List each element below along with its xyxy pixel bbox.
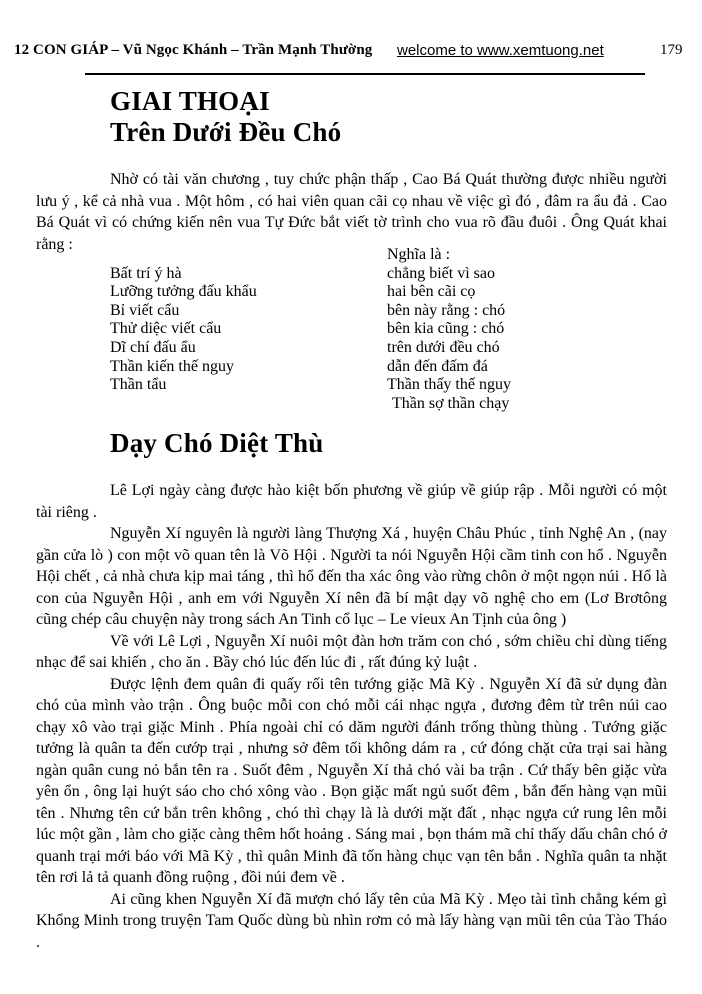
section1-intro bbox=[36, 169, 667, 255]
gloss-header-label: Nghĩa là : bbox=[387, 246, 451, 263]
couplet-meaning: bên này rằng : chó bbox=[387, 301, 506, 319]
paragraph: Lê Lợi ngày càng được hào kiệt bốn phương về giúp về giúp rập . Mỗi người có một tài riêng . bbox=[36, 482, 667, 521]
couplet-row bbox=[110, 339, 667, 358]
couplet-original: Bất trí ý hà bbox=[110, 264, 182, 282]
couplet-row bbox=[110, 302, 667, 321]
couplet-original: Bỉ viết cẩu bbox=[110, 301, 180, 319]
couplet-original: Lưỡng tưởng đấu khẩu bbox=[110, 283, 257, 301]
couplet-original: Thử diệc viết cẩu bbox=[110, 320, 222, 338]
gloss-header-row bbox=[110, 246, 667, 265]
couplet-original bbox=[110, 395, 387, 414]
couplet-row bbox=[110, 265, 667, 284]
couplet-meaning: dẫn đến đấm đá bbox=[387, 357, 488, 375]
book-title: 12 CON GIÁP – Vũ Ngọc Khánh – Trần Mạnh Thường bbox=[14, 42, 373, 58]
section1-heading-line1: GIAI THOẠI bbox=[110, 86, 270, 116]
couplet-meaning: trên dưới đều chó bbox=[387, 338, 500, 356]
section2-body bbox=[36, 480, 667, 953]
page-number: 179 bbox=[660, 42, 683, 58]
couplet-original: Dĩ chí đấu ẩu bbox=[110, 338, 196, 356]
section1-heading bbox=[110, 86, 702, 148]
couplet-meaning: bên kia cũng : chó bbox=[387, 320, 505, 338]
couplet-row bbox=[110, 395, 667, 414]
header-rule bbox=[85, 73, 645, 75]
couplet-gloss-table bbox=[110, 246, 667, 413]
couplet-row bbox=[110, 376, 667, 395]
couplet-row bbox=[110, 320, 667, 339]
page-header bbox=[14, 42, 686, 59]
couplet-row bbox=[110, 283, 667, 302]
paragraph: Ai cũng khen Nguyễn Xí đã mượn chó lấy tên của Mã Kỳ . Mẹo tài tình chẳng kém gì Khổng Minh trong truyện Tam Quốc dùng bù nhìn rơm cỏ mà lấy hàng vạn mũi tên của Tào Tháo . bbox=[36, 890, 667, 951]
couplet-original: Thần kiến thế nguy bbox=[110, 357, 234, 375]
paragraph: Về với Lê Lợi , Nguyễn Xí nuôi một đàn hơn trăm con chó , sớm chiều chỉ dùng tiếng nhạc để sai khiến , cho ăn . Bầy chó lúc đến lúc đi , rất đúng kỷ luật . bbox=[36, 632, 667, 671]
gloss-header-left bbox=[110, 246, 387, 265]
section2-heading bbox=[110, 428, 702, 459]
paragraph: Được lệnh đem quân đi quấy rối tên tướng giặc Mã Kỳ . Nguyễn Xí đã sử dụng đàn chó của mình vào trận . Ông buộc mỗi con chó mỗi cái nhạc ngựa , đương đêm từ trên núi cao chạy xô vào trại giặc Minh . Phía ngoài chỉ có dăm người đánh trống thùng thùng . Tướng giặc tưởng là quân ta đến cướp trại , nhưng sở đêm tối không dám ra , cứ đóng chặt cửa trại sai hàng ngàn quân cung nỏ bắn tên ra . Suốt đêm , Nguyễn Xí thả chó vài ba trận . Cứ thấy bên giặc vừa yên ổn , ông lại huýt sáo cho chó xông vào . Bọn giặc mất ngủ suốt đêm , bắn đến hàng vạn mũi tên . Nhưng tên cứ bắn trên không , chó thì chạy là là dưới mặt đất , nhạc ngựa cứ rung lên mỗi lúc một gần , làm cho giặc càng thêm hốt hoảng . Sáng mai , bọn thám mã chỉ thấy dấu chân chó ở quanh trại mới báo với Mã Kỳ , thì quân Minh đã tốn hàng chục vạn tên bắn . Nghĩa quân ta nhặt tên rơi lả tả quanh đồng ruộng , đồi núi đem về . bbox=[36, 675, 667, 886]
couplet-meaning: chẳng biết vì sao bbox=[387, 264, 495, 282]
paragraph: Nhờ có tài văn chương , tuy chức phận thấp , Cao Bá Quát thường được nhiều người lưu ý , kể cả nhà vua . Một hôm , có hai viên quan cãi cọ nhau về việc gì đó , đâm ra ẩu đả . Cao Bá Quát vì có chứng kiến nên vua Tự Đức bắt viết tờ trình cho vua rõ đầu đuôi . Ông Quát khai rằng : bbox=[36, 171, 667, 253]
section2-heading-line: Dạy Chó Diệt Thù bbox=[110, 428, 324, 458]
site-link[interactable]: welcome to www.xemtuong.net bbox=[397, 42, 604, 59]
couplet-meaning: Thần sợ thần chạy bbox=[392, 394, 510, 412]
couplet-meaning: Thần thấy thế nguy bbox=[387, 376, 511, 394]
couplet-meaning: hai bên cãi cọ bbox=[387, 283, 476, 301]
couplet-row bbox=[110, 358, 667, 377]
paragraph: Nguyễn Xí nguyên là người làng Thượng Xá , huyện Châu Phúc , tỉnh Nghệ An , (nay gần cửa lò ) con một võ quan tên là Võ Hội . Người ta nói Nguyễn Hội cầm tinh con hổ . Nguyễn Hội chết , cả nhà chưa kịp mai táng , thì hổ đến tha xác ông vào rừng chôn ở một ngọn núi . Hổ là con của Nguyễn Hội , anh em với Nguyễn Xí nên đã bí mật dạy võ nghệ cho em (Lơ Brơtông cũng chép câu chuyện này trong sách An Tinh cổ lục – Le vieux An Tịnh của ông ) bbox=[36, 525, 667, 628]
couplet-original: Thần tẩu bbox=[110, 376, 167, 394]
section1-heading-line2: Trên Dưới Đều Chó bbox=[110, 117, 342, 147]
